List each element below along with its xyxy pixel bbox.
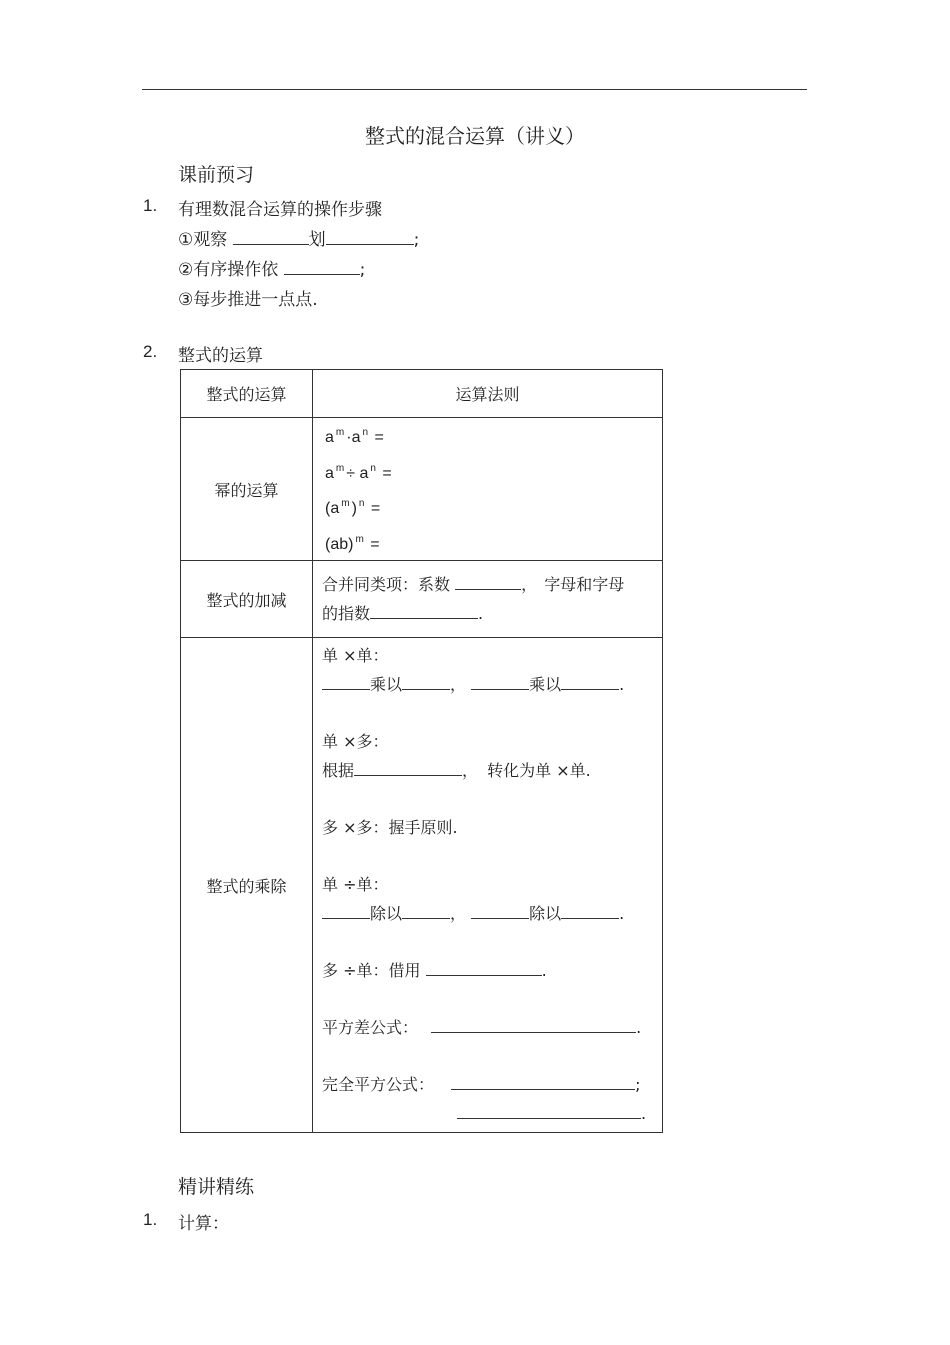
mul-rules — [313, 638, 663, 1133]
mono-poly-title: 单 ×多： — [322, 732, 389, 751]
step-observe: ①观察 划 ; — [178, 230, 420, 250]
header-right: 运算法则 — [313, 370, 663, 418]
mono-mono-rule: 乘以 ， 乘以 . — [322, 670, 662, 699]
row-label-power: 幂的运算 — [181, 418, 313, 561]
step-advance: ③每步推进一点点. — [178, 290, 318, 310]
fill-blank[interactable] — [451, 1073, 635, 1090]
fill-blank[interactable] — [402, 673, 450, 690]
rules-table — [180, 369, 663, 1133]
section-heading-preview: 课前预习 — [178, 164, 255, 186]
item-number: 1. — [143, 1210, 158, 1229]
power-rule-product-power: (ab) $^m$ = — [325, 533, 380, 553]
fill-blank[interactable] — [455, 573, 521, 590]
fill-blank[interactable] — [326, 228, 414, 245]
add-rules: 合并同类项：系数 ， 字母和字母 的指数 . — [313, 561, 663, 638]
poly-div-rule: 多 ÷单：借用 . — [322, 961, 547, 980]
mono-div-rule: 除以 ， 除以 . — [322, 899, 662, 928]
mono-poly-rule: 根据 ， 转化为单 ×单. — [322, 761, 591, 780]
item-text: 计算： — [178, 1214, 229, 1234]
fill-blank[interactable] — [561, 673, 619, 690]
poly-poly-rule: 多 ×多：握手原则. — [322, 818, 458, 837]
fill-blank[interactable] — [471, 673, 529, 690]
fill-blank[interactable] — [426, 959, 542, 976]
power-rule-product: a $^m$ ·a $^n$ = — [325, 427, 384, 446]
header-rule — [142, 89, 807, 90]
difference-of-squares: 平方差公式： . — [322, 1018, 642, 1037]
fill-blank[interactable] — [370, 602, 478, 619]
item-text: 有理数混合运算的操作步骤 — [178, 200, 382, 220]
fill-blank[interactable] — [354, 759, 462, 776]
item-number: 1. — [143, 196, 158, 215]
row-label-mul: 整式的乘除 — [181, 638, 313, 1133]
fill-blank[interactable] — [457, 1102, 641, 1119]
section-heading-practice: 精讲精练 — [178, 1176, 255, 1198]
fill-blank[interactable] — [471, 902, 529, 919]
fill-blank[interactable] — [322, 902, 370, 919]
row-label-add: 整式的加减 — [181, 561, 313, 638]
power-rule-quotient: a $^m$ ÷ a $^n$ = — [325, 462, 392, 482]
mono-mono-title: 单 ×单： — [322, 646, 389, 665]
table-header-row — [181, 370, 663, 418]
power-rule-power: (a $^m$ ) $^n$ = — [325, 498, 381, 517]
perfect-square-2: . — [322, 1099, 662, 1128]
fill-blank[interactable] — [402, 902, 450, 919]
page-title: 整式的混合运算（讲义） — [365, 124, 585, 148]
item-number: 2. — [143, 342, 158, 361]
power-rules — [313, 418, 663, 561]
perfect-square-1: 完全平方公式： ; — [322, 1075, 641, 1094]
fill-blank[interactable] — [233, 228, 309, 245]
table-row-add — [181, 561, 663, 638]
fill-blank[interactable] — [561, 902, 619, 919]
item-text: 整式的运算 — [178, 346, 263, 366]
table-row-power — [181, 418, 663, 561]
step-order: ②有序操作依 ; — [178, 260, 366, 280]
fill-blank[interactable] — [284, 258, 360, 275]
fill-blank[interactable] — [431, 1016, 636, 1033]
table-row-mul — [181, 638, 663, 1133]
fill-blank[interactable] — [322, 673, 370, 690]
mono-div-title: 单 ÷单： — [322, 875, 389, 894]
header-left: 整式的运算 — [181, 370, 313, 418]
